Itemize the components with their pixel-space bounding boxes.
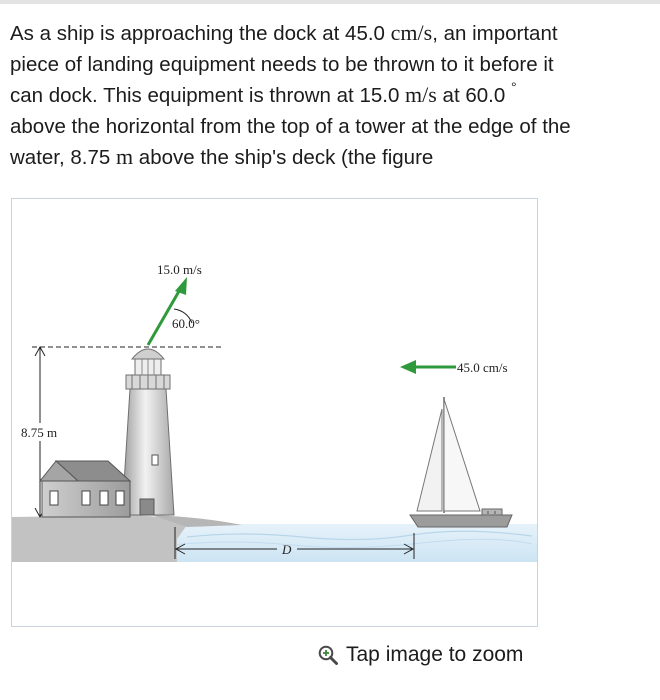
problem-text-segment: , an important: [432, 22, 558, 45]
problem-line-3: [10, 80, 650, 112]
water: [162, 524, 537, 562]
distance-label: D: [282, 542, 292, 557]
lighthouse-dome: [132, 349, 164, 359]
lighthouse-door: [140, 499, 154, 515]
top-divider: [0, 0, 660, 4]
problem-text-segment: water, 8.75: [10, 146, 116, 169]
problem-line-5: [10, 142, 650, 174]
problem-text-segment: at 60.0: [436, 84, 511, 107]
problem-figure[interactable]: [11, 198, 538, 627]
problem-text-segment: As a ship is approaching the dock at 45.0: [10, 22, 391, 45]
unit-height: m: [115, 144, 134, 169]
ground: [12, 515, 187, 562]
boat-jib: [417, 409, 442, 511]
degree-symbol: °: [510, 79, 517, 95]
problem-line-1: [10, 18, 650, 50]
zoom-in-icon: [318, 645, 338, 665]
unit-throw-speed: m/s: [405, 82, 437, 107]
boat-mainsail: [444, 399, 480, 511]
problem-text-segment: can dock. This equipment is thrown at 15.0: [10, 84, 406, 107]
height-label: 8.75 m: [21, 425, 58, 440]
problem-line-4: above the horizontal from the top of a tower at the edge of the: [10, 114, 571, 138]
figure-illustration: [12, 199, 537, 626]
launch-speed-label: 15.0 m/s: [157, 262, 202, 277]
tap-to-zoom-label: Tap image to zoom: [346, 643, 524, 666]
problem-line-2: piece of landing equipment needs to be thrown to it before it: [10, 52, 554, 76]
unit-ship-speed: cm/s: [390, 20, 433, 45]
ship-velocity-arrowhead: [400, 360, 416, 374]
tap-to-zoom-link[interactable]: [318, 643, 523, 667]
ship-speed-label: 45.0 cm/s: [457, 360, 508, 375]
problem-text: [10, 18, 650, 174]
problem-text-segment: above the ship's deck (the figure: [133, 146, 434, 169]
lighthouse-window: [152, 455, 158, 465]
boat-cabin: [482, 509, 502, 515]
angle-label: 60.0°: [172, 316, 200, 331]
boat-hull: [410, 515, 512, 527]
